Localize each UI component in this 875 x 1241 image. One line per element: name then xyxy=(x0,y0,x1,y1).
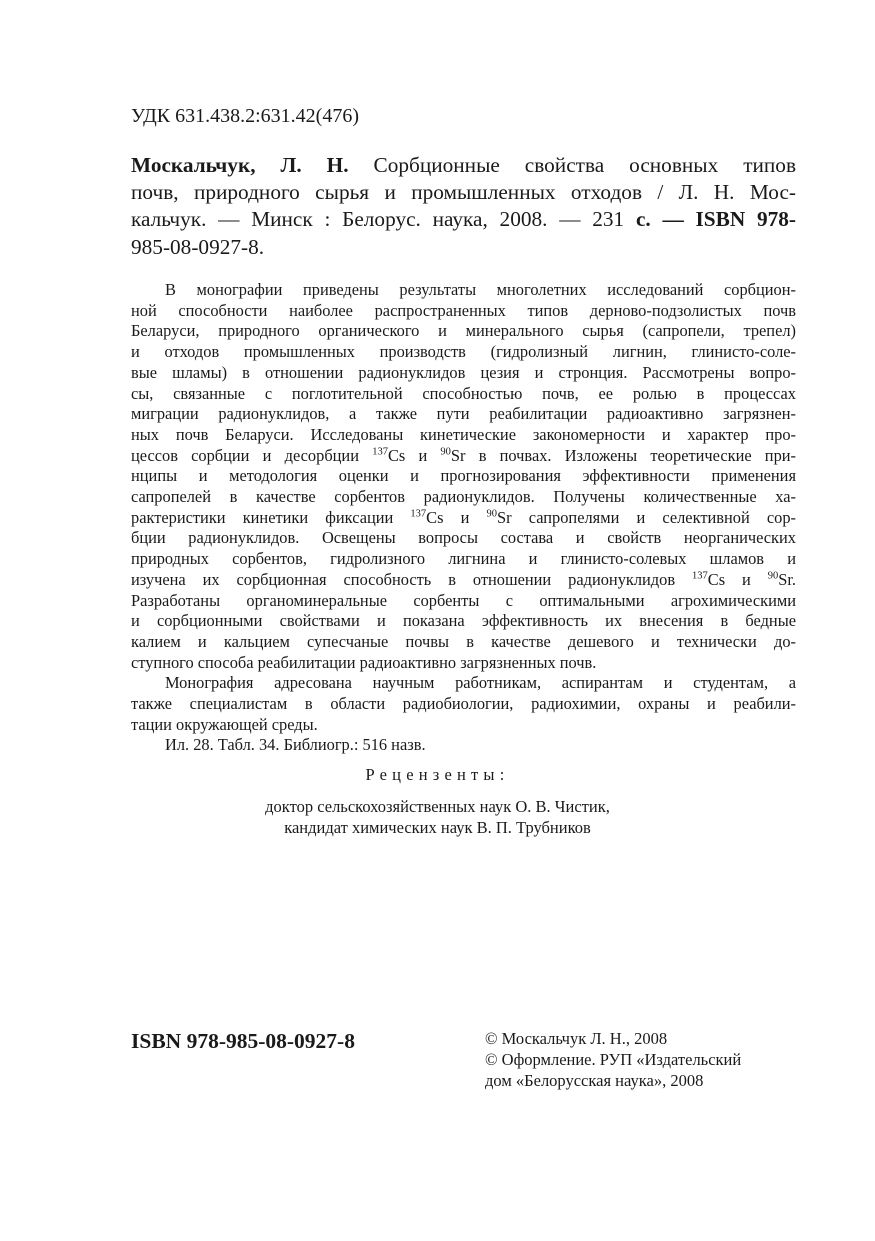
isotope-mass: 137 xyxy=(692,570,708,582)
citation-line: 985-08-0927-8. xyxy=(131,234,265,259)
illustrations-count: Ил. 28. Табл. 34. Библиогр.: 516 назв. xyxy=(165,735,426,755)
isotope-mass: 137 xyxy=(372,446,388,458)
abstract-line: калием и кальцием супесчаные почвы в качестве дешевого и технически до- xyxy=(131,631,796,651)
abstract-text: и xyxy=(443,507,487,527)
isotope-mass: 90 xyxy=(486,508,498,520)
abstract-line: Беларуси, природного органического и минерального сырья (сапропели, трепел) xyxy=(131,321,796,341)
abstract-line: бции радионуклидов. Освещены вопросы состава и свойств неорганических xyxy=(131,528,796,548)
isotope-symbol: Cs xyxy=(387,445,406,465)
abstract-line: В монографии приведены результаты многолетних исследований сорбцион- xyxy=(165,280,796,299)
abstract-line: также специалистам в области радиобиологии, радиохимии, охраны и реабили- xyxy=(131,694,796,714)
abstract-line: Разработаны органоминеральные сорбенты с оптимальными агрохимическими xyxy=(131,590,796,610)
citation-isbn-start: с. — ISBN 978- xyxy=(624,207,796,232)
abstract-line: ступного способа реабилитации радиоактивно загрязненных почв. xyxy=(131,652,597,672)
citation-publisher: кальчук. — Минск : Белорус. наука, 2008. — 231 xyxy=(131,207,625,232)
reviewer-1: доктор сельскохозяйственных наук О. В. Чистик, xyxy=(265,797,610,816)
copyright-design: © Оформление. РУП «Издательский xyxy=(485,1050,742,1069)
abstract-line: сы, связанные с поглотительной способностью почв, ее ролью в процессах xyxy=(131,383,796,403)
citation-author: Москальчук, Л. Н. xyxy=(131,153,349,177)
isotope-symbol: Cs xyxy=(707,569,726,589)
copyright-publisher: дом «Белорусская наука», 2008 xyxy=(485,1071,704,1090)
abstract-line xyxy=(131,446,796,467)
abstract-text: и xyxy=(405,445,441,465)
abstract-line: вые шламы) в отношении радионуклидов цезия и стронция. Рассмотрены вопро- xyxy=(131,362,796,382)
abstract-line: ной способности наиболее распространенных типов дерново-подзолистых почв xyxy=(131,300,796,320)
abstract-text: в почвах. Изложены теоретические при- xyxy=(465,445,797,465)
citation-title: Сорбционные свойства основных типов xyxy=(348,153,796,177)
abstract-text: изучена их сорбционная способность в отношении радионуклидов xyxy=(131,569,693,589)
copyright-author: © Москальчук Л. Н., 2008 xyxy=(485,1029,668,1048)
citation-line xyxy=(131,206,796,233)
abstract-line: ных почв Беларуси. Исследованы кинетические закономерности и характер про- xyxy=(131,424,796,444)
abstract-text: . xyxy=(791,569,796,589)
abstract-line xyxy=(131,508,796,529)
abstract-text: сапропелями и селективной сор- xyxy=(511,507,796,527)
isbn-number: ISBN 978-985-08-0927-8 xyxy=(131,1029,355,1053)
citation-line xyxy=(131,152,796,179)
abstract-line: нципы и методология оценки и прогнозирования эффективности применения xyxy=(131,466,796,486)
isotope-mass: 90 xyxy=(440,446,451,458)
abstract-line: сапропелей в качестве сорбентов радионуклидов. Получены количественные ха- xyxy=(131,487,796,507)
abstract-line: Монография адресована научным работникам, аспирантам и студентам, а xyxy=(165,673,796,693)
udk-code: УДК 631.438.2:631.42(476) xyxy=(131,105,359,127)
abstract-line: природных сорбентов, гидролизного лигнина и глинисто-солевых шламов и xyxy=(131,549,796,569)
isotope-symbol: Sr xyxy=(778,569,792,589)
abstract-line: и сорбционными свойствами и показана эффективность их внесения в бедные xyxy=(131,611,796,631)
citation-line: почв, природного сырья и промышленных отходов / Л. Н. Мос- xyxy=(131,180,796,205)
abstract-text: цессов сорбции и десорбции xyxy=(131,445,373,465)
isotope-mass: 90 xyxy=(767,570,779,582)
abstract xyxy=(131,280,796,756)
abstract-line: тации окружающей среды. xyxy=(131,714,318,734)
reviewer-2: кандидат химических наук В. П. Трубников xyxy=(284,818,591,837)
isotope-symbol: Sr xyxy=(497,507,512,527)
isotope-symbol: Sr xyxy=(450,445,466,465)
abstract-line: и отходов промышленных производств (гидролизный лигнин, глинисто-соле- xyxy=(131,342,796,362)
isotope-mass: 137 xyxy=(410,508,427,520)
abstract-text: рактеристики кинетики фиксации xyxy=(131,507,411,527)
abstract-text: и xyxy=(725,569,768,589)
bibliographic-citation xyxy=(131,152,796,261)
reviewers-heading: Рецензенты: xyxy=(365,765,510,784)
isotope-symbol: Cs xyxy=(426,507,444,527)
abstract-line: миграции радионуклидов, а также пути реабилитации радиоактивно загрязнен- xyxy=(131,404,796,424)
abstract-line xyxy=(131,570,796,591)
